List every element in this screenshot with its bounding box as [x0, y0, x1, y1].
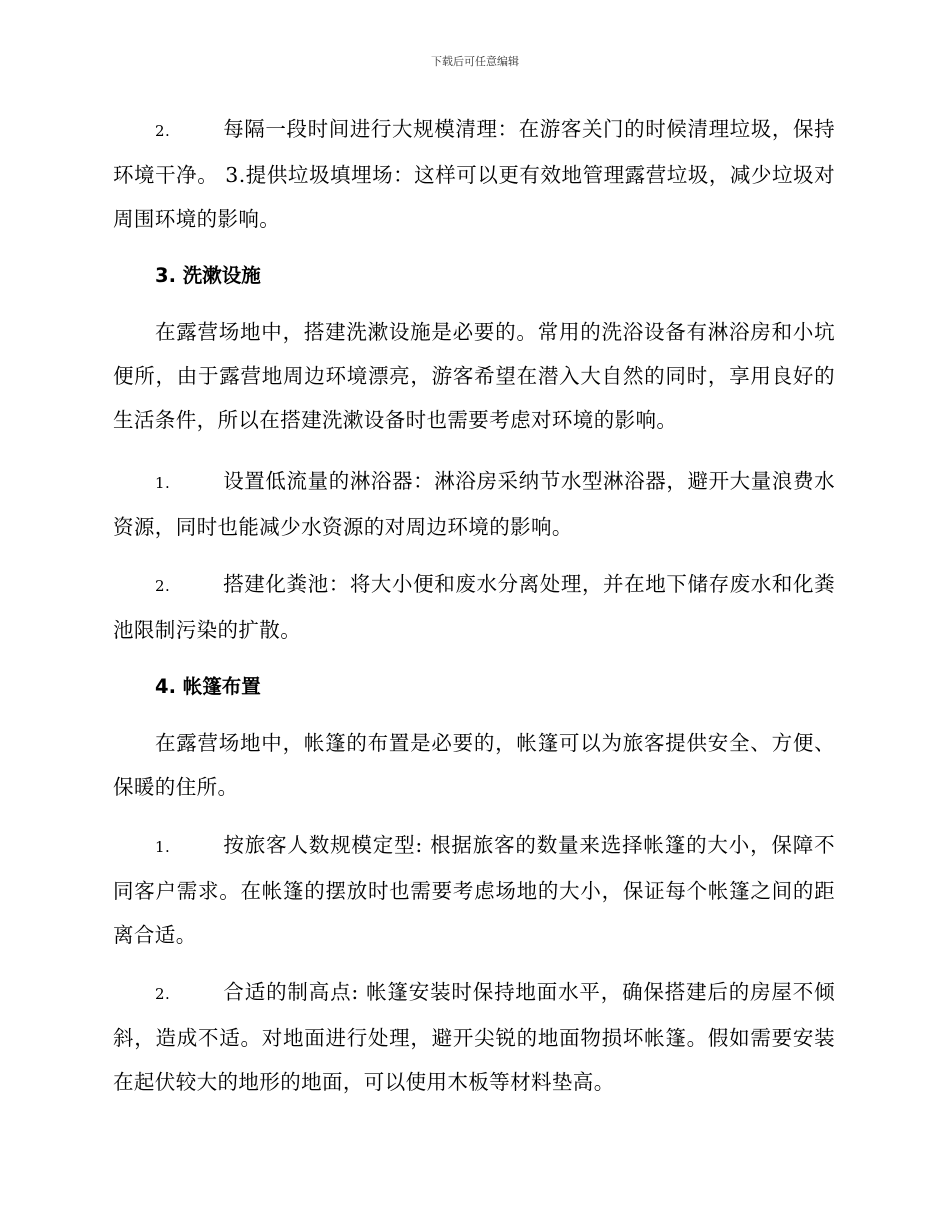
paragraph-text: 在露营场地中，帐篷的布置是必要的，帐篷可以为旅客提供安全、方便、保暖的住所。 — [113, 731, 835, 799]
list-item-text — [113, 562, 835, 652]
list-text: 每隔一段时间进行大规模清理：在游客关门的时候清理垃圾，保持环境干净。 3.提供垃圾填埋场：这样可以更有效地管理露营垃圾，减少垃圾对周围环境的影响。 — [113, 117, 835, 231]
paragraph — [113, 310, 835, 442]
list-item-text — [113, 970, 835, 1104]
list-item — [113, 562, 835, 652]
section-heading — [113, 672, 835, 702]
list-item-text — [113, 823, 835, 957]
list-item-text — [113, 459, 835, 549]
section-heading — [113, 261, 835, 291]
list-item-text — [113, 107, 835, 241]
list-item — [113, 823, 835, 957]
page-header: 下载后可任意编辑 — [431, 55, 519, 68]
list-number: 1. — [155, 474, 171, 492]
list-item — [113, 107, 835, 241]
heading-text: 4. 帐篷布置 — [155, 675, 261, 698]
list-number: 2. — [155, 577, 171, 595]
list-text: 按旅客人数规模定型: 根据旅客的数量来选择帐篷的大小，保障不同客户需求。在帐篷的摆放时也需要考虑场地的大小，保证每个帐篷之间的距离合适。 — [113, 833, 835, 947]
list-number: 2. — [155, 122, 171, 140]
list-number: 1. — [155, 838, 171, 856]
list-item — [113, 459, 835, 549]
list-text: 合适的制高点: 帐篷安装时保持地面水平，确保搭建后的房屋不倾斜，造成不适。对地面进行处理，避开尖锐的地面物损坏帐篷。假如需要安装在起伏较大的地形的地面，可以使用木板等材料垫高。 — [113, 980, 835, 1094]
paragraph-text: 在露营场地中，搭建洗漱设施是必要的。常用的洗浴设备有淋浴房和小坑便所，由于露营地周边环境漂亮，游客希望在潜入大自然的同时，享用良好的生活条件，所以在搭建洗漱设备时也需要考虑对环境的影响。 — [113, 320, 835, 432]
list-text: 设置低流量的淋浴器：淋浴房采纳节水型淋浴器，避开大量浪费水资源，同时也能减少水资源的对周边环境的影响。 — [113, 469, 835, 539]
heading-text: 3. 洗漱设施 — [155, 264, 261, 287]
list-item — [113, 970, 835, 1104]
paragraph — [113, 721, 835, 809]
list-number: 2. — [155, 985, 171, 1003]
list-text: 搭建化粪池：将大小便和废水分离处理，并在地下储存废水和化粪池限制污染的扩散。 — [113, 572, 835, 642]
